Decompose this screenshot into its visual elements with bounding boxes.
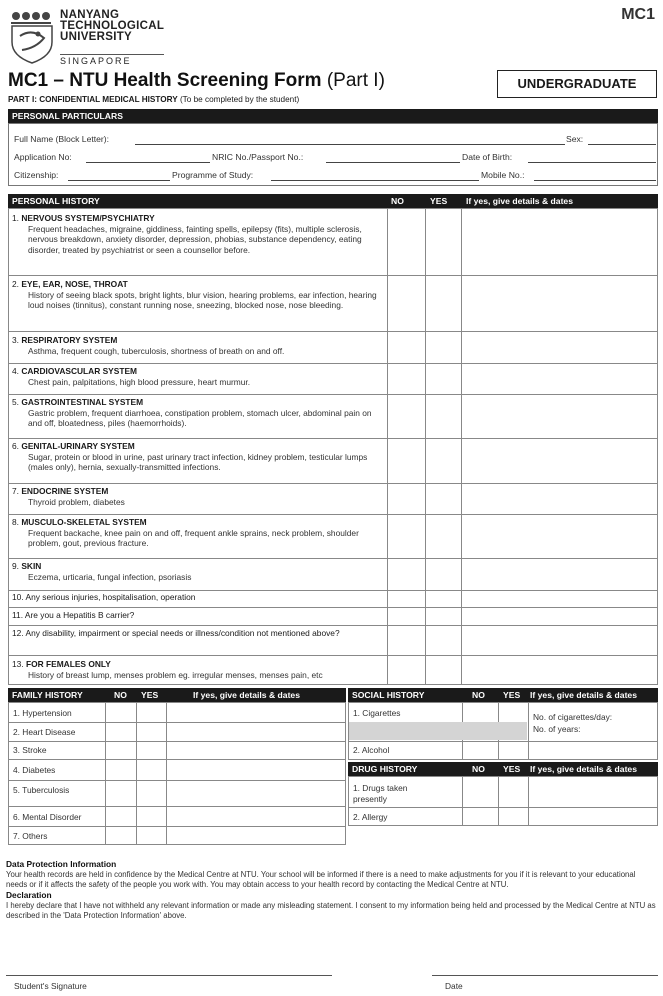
- fh-item-diabetes: 4. Diabetes: [13, 765, 56, 775]
- citizenship-field[interactable]: [68, 180, 170, 181]
- ph-item-3[interactable]: 3. RESPIRATORY SYSTEM Asthma, frequent cough, tuberculosis, shortness of breath on and off.: [12, 335, 285, 356]
- ntu-logo: [8, 8, 168, 66]
- ph-item-9[interactable]: 9. SKIN Eczema, urticaria, fungal infection, psoriasis: [12, 561, 192, 582]
- mobile-field[interactable]: [534, 180, 656, 181]
- ph-col-yes: YES: [430, 196, 448, 206]
- ph-item-12[interactable]: 12. Any disability, impairment or special needs or illness/condition not mentioned above?: [12, 628, 340, 638]
- ph-item-7[interactable]: 7. ENDOCRINE SYSTEM Thyroid problem, diabetes: [12, 486, 125, 507]
- personal-history-header: PERSONAL HISTORY NO YES If yes, give details & dates: [8, 194, 658, 208]
- ph-item-1[interactable]: 1. NERVOUS SYSTEM/PSYCHIATRY Frequent headaches, migraine, giddiness, fainting spells, epilepsy (fits), multiple sclerosis, nervous breakdown, anxiety disorder, depression, phobias, substance dependency, eating disorder, treated by psychiatrist or seen a counsellor before.: [12, 213, 362, 255]
- sex-field[interactable]: [588, 144, 656, 145]
- dh-col-details: If yes, give details & dates: [530, 764, 637, 774]
- full-name-field[interactable]: [135, 144, 565, 145]
- sex-label: Sex:: [566, 134, 584, 144]
- drug-history-header: DRUG HISTORY NO YES If yes, give details & dates: [348, 762, 658, 776]
- dh-item-drugs: 1. Drugs taken presently: [353, 783, 408, 804]
- fh-item-heart-disease: 2. Heart Disease: [13, 727, 76, 737]
- ph-col-no: NO: [391, 196, 404, 206]
- ph-item-5[interactable]: 5. GASTROINTESTINAL SYSTEM Gastric problem, frequent diarrhoea, constipation problem, stomach ulcer, abdominal pain on and off, bloatedness, piles (haemorrhoids).: [12, 397, 372, 428]
- programme-label: Programme of Study:: [172, 170, 254, 180]
- date-label: Date: [445, 981, 463, 991]
- citizenship-label: Citizenship:: [14, 170, 59, 180]
- undergraduate-badge: UNDERGRADUATE: [497, 70, 657, 98]
- data-protection-title: Data Protection Information: [6, 859, 117, 869]
- fh-col-no: NO: [114, 690, 127, 700]
- ph-item-11[interactable]: 11. Are you a Hepatitis B carrier?: [12, 610, 135, 620]
- data-protection-section: [6, 859, 658, 921]
- nric-field[interactable]: [326, 162, 460, 163]
- sh-col-no: NO: [472, 690, 485, 700]
- dob-field[interactable]: [528, 162, 656, 163]
- family-history-header: FAMILY HISTORY NO YES If yes, give details & dates: [8, 688, 346, 702]
- declaration-text: I hereby declare that I have not withheld any relevant information or made any misleading statement. I consent to my information being held and processed by the Medical Centre at NTU as described in the 'Data Protection Information' above.: [6, 901, 656, 920]
- mobile-label: Mobile No.:: [481, 170, 525, 180]
- social-history-header: SOCIAL HISTORY NO YES If yes, give details & dates: [348, 688, 658, 702]
- date-field[interactable]: [432, 975, 658, 976]
- fh-item-hypertension: 1. Hypertension: [13, 708, 72, 718]
- ntu-crest-icon: [8, 8, 56, 64]
- dob-label: Date of Birth:: [462, 152, 513, 162]
- fh-item-stroke: 3. Stroke: [13, 745, 47, 755]
- cig-per-day-label: No. of cigarettes/day:: [533, 712, 613, 722]
- ph-item-4[interactable]: 4. CARDIOVASCULAR SYSTEM Chest pain, palpitations, high blood pressure, heart murmur.: [12, 366, 251, 387]
- ph-item-13[interactable]: 13. FOR FEMALES ONLY History of breast lump, menses problem eg. irregular menses, menses pain, etc: [12, 659, 323, 680]
- logo-wordmark: NANYANG TECHNOLOGICAL UNIVERSITY: [60, 9, 165, 43]
- nric-label: NRIC No./Passport No.:: [212, 152, 304, 162]
- dh-item-allergy: 2. Allergy: [353, 812, 388, 822]
- dh-col-no: NO: [472, 764, 485, 774]
- logo-singapore: SINGAPORE: [60, 54, 164, 66]
- data-protection-text: Your health records are held in confidence by the Medical Centre at NTU. Your school will be informed if there is a need to make adjustments for you if it is relevant to your educational needs or if it affects the safety of the people you work with. You may obtain access to your health record by contacting the Medical Centre at NTU.: [6, 870, 636, 889]
- ph-item-6[interactable]: 6. GENITAL-URINARY SYSTEM Sugar, protein or blood in urine, past urinary tract infection, kidney problem, testicular lumps (males only), hernia, sexually-transmitted infections.: [12, 441, 368, 472]
- sh-item-alcohol: 2. Alcohol: [353, 745, 390, 755]
- fh-item-mental-disorder: 6. Mental Disorder: [13, 812, 82, 822]
- fh-item-others: 7. Others: [13, 831, 48, 841]
- fh-col-yes: YES: [141, 690, 159, 700]
- application-no-label: Application No:: [14, 152, 72, 162]
- student-signature-field[interactable]: [6, 975, 332, 976]
- ph-item-8[interactable]: 8. MUSCULO-SKELETAL SYSTEM Frequent backache, knee pain on and off, frequent ankle sprains, neck problem, shoulder problem, gout, previous fracture.: [12, 517, 359, 548]
- form-title: MC1 – NTU Health Screening Form (Part I): [8, 70, 385, 91]
- programme-field[interactable]: [271, 180, 479, 181]
- ph-col-details: If yes, give details & dates: [466, 196, 573, 206]
- fh-col-details: If yes, give details & dates: [193, 690, 300, 700]
- cig-years-label: No. of years:: [533, 724, 581, 734]
- cigarettes-shaded-cell: [349, 722, 527, 740]
- ph-item-10[interactable]: 10. Any serious injuries, hospitalisation, operation: [12, 592, 196, 602]
- declaration-title: Declaration: [6, 890, 52, 900]
- full-name-label: Full Name (Block Letter):: [14, 134, 110, 144]
- sh-col-yes: YES: [503, 690, 521, 700]
- dh-col-yes: YES: [503, 764, 521, 774]
- ph-item-2[interactable]: 2. EYE, EAR, NOSE, THROAT History of seeing black spots, bright lights, blur vision, hearing problems, ear infection, hearing loud noises (tinnitus), constant running nose, sneezing, blocked nose, nose bleeding.: [12, 279, 377, 310]
- form-code-corner: MC1: [621, 6, 655, 23]
- sh-item-cigarettes: 1. Cigarettes: [353, 708, 401, 718]
- personal-particulars-header: PERSONAL PARTICULARS: [8, 109, 658, 123]
- family-history-table: [8, 702, 346, 845]
- fh-item-tuberculosis: 5. Tuberculosis: [13, 785, 70, 795]
- form-subtitle: PART I: CONFIDENTIAL MEDICAL HISTORY (To be completed by the student): [8, 95, 300, 104]
- student-signature-label: Student's Signature: [14, 981, 87, 991]
- application-no-field[interactable]: [86, 162, 210, 163]
- sh-col-details: If yes, give details & dates: [530, 690, 637, 700]
- personal-particulars-frame: [8, 123, 658, 186]
